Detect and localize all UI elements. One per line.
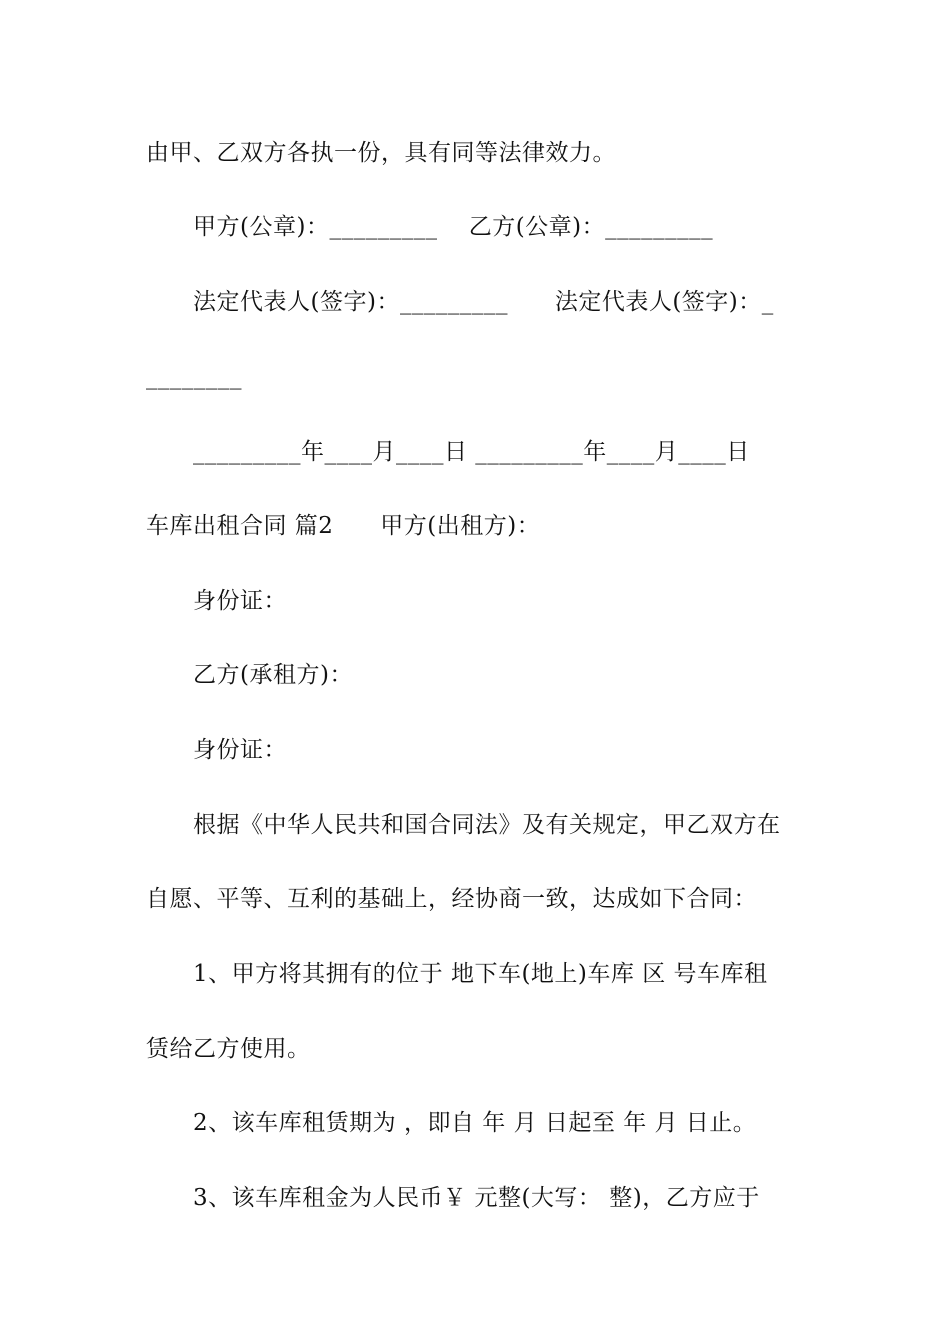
text-line-effect-clause: 由甲、乙双方各执一份，具有同等法律效力。 — [146, 140, 616, 166]
text-line-contract-title: 车库出租合同 篇2 甲方(出租方)： — [146, 513, 541, 539]
text-line-clause-1-continued: 赁给乙方使用。 — [146, 1036, 311, 1062]
text-line-clause-1: 1、甲方将其拥有的位于 地下车(地上)车库 区 号车库租 — [193, 961, 768, 987]
text-line-lessee: 乙方(承租方)： — [193, 662, 353, 688]
text-line-lessee-id: 身份证： — [193, 737, 287, 763]
text-line-clause-2: 2、该车库租赁期为 ，即自 年 月 日起至 年 月 日止。 — [193, 1110, 757, 1136]
text-line-legal-representatives: 法定代表人(签字)：_________ 法定代表人(签字)：_ — [193, 289, 774, 315]
text-line-signature-continuation: ________ — [146, 364, 242, 390]
text-line-signing-dates: _________年____月____日 _________年____月____日 — [193, 439, 750, 465]
text-line-company-seals: 甲方(公章)：_________ 乙方(公章)：_________ — [193, 214, 714, 240]
text-line-legal-basis: 根据《中华人民共和国合同法》及有关规定，甲乙双方在 — [193, 812, 781, 838]
text-line-clause-3: 3、该车库租金为人民币￥ 元整(大写： 整)，乙方应于 — [193, 1185, 760, 1211]
text-line-agreement-basis: 自愿、平等、互利的基础上，经协商一致，达成如下合同： — [146, 886, 757, 912]
text-line-lessor-id: 身份证： — [193, 588, 287, 614]
